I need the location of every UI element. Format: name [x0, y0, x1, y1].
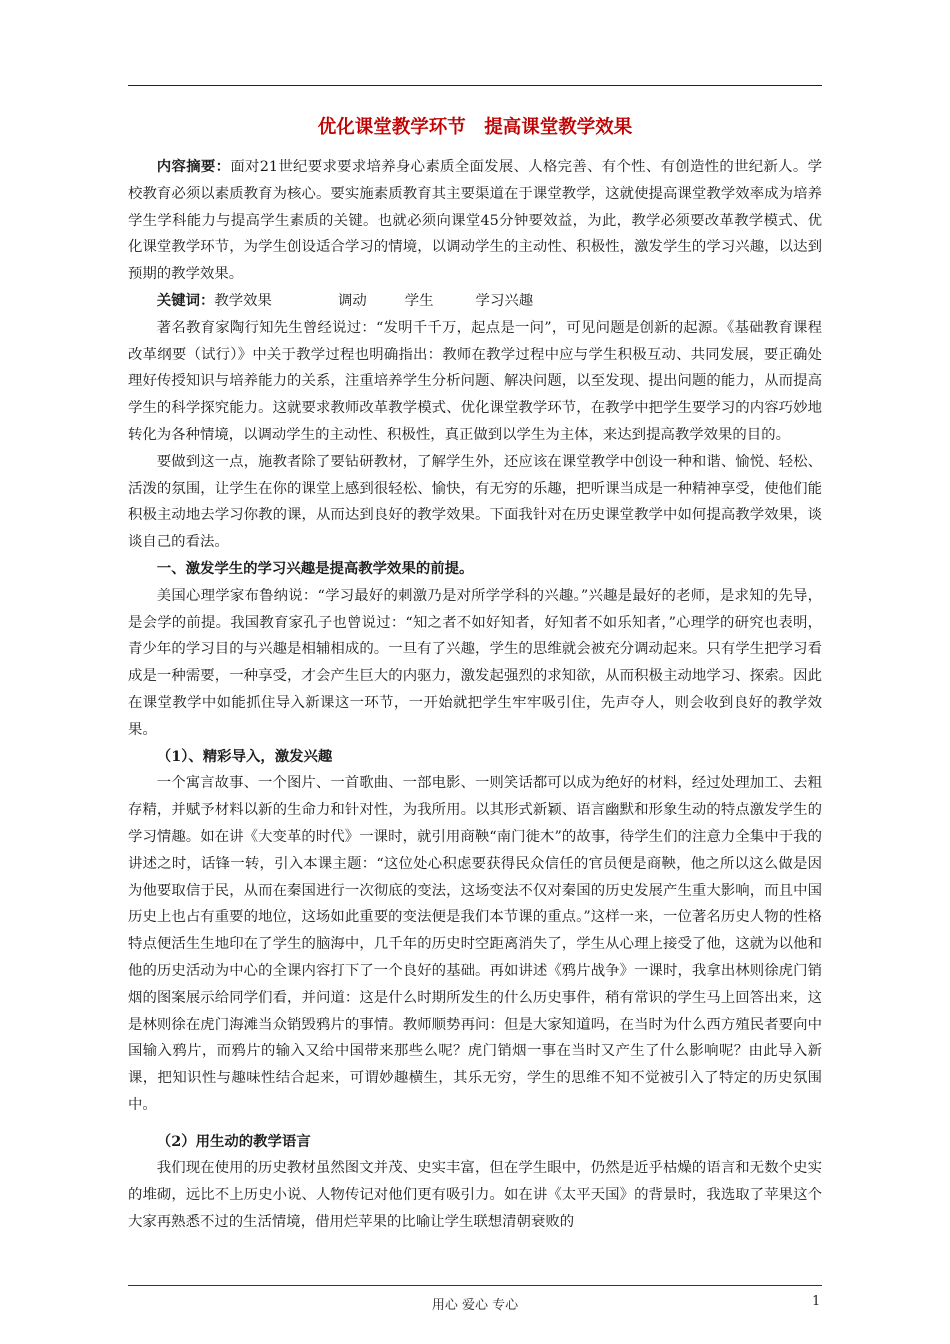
- subsection-2-paragraph: 我们现在使用的历史教材虽然图文并茂、史实丰富，但在学生眼中，仍然是近乎枯燥的语言和无数个史实的堆砌，远比不上历史小说、人物传记对他们更有吸引力。如在讲《太平天国》的背景时，我选取了苹果这个大家再熟悉不过的生活情境，借用烂苹果的比喻让学生联想清朝衰败的: [128, 1160, 822, 1231]
- abstract-text: 面对21世纪要求要求培养身心素质全面发展、人格完善、有个性、有创造性的世纪新人。学校教育必须以素质教育为核心。要实施素质教育其主要渠道在于课堂教学，这就使提高课堂教学效率成为培养学生学科能力与提高学生素质的关键。也就必须向课堂45分钟要效益，为此，教学必须要改革教学模式、优化课堂教学环节，为学生创设适合学习的情境，以调动学生的主动性、积极性，激发学生的学习兴趣，以达到预期的教学效果。: [128, 159, 822, 283]
- document-title: 优化课堂教学环节 提高课堂教学效果: [317, 117, 633, 138]
- section-1-heading: 一、激发学生的学习兴趣是提高教学效果的前提。: [156, 559, 474, 577]
- keyword: 学生: [404, 292, 434, 309]
- subsection-2-heading: （2）用生动的教学语言: [156, 1132, 311, 1150]
- header-rule: [128, 85, 822, 86]
- subsection-1-paragraph: 一个寓言故事、一个图片、一首歌曲、一部电影、一则笑话都可以成为绝好的材料，经过处理加工、去粗存精，并赋予材料以新的生命力和针对性，为我所用。以其形式新颖、语言幽默和形象生动的特点激发学生的学习情趣。如在讲《大变革的时代》一课时，就引用商鞅“南门徙木”的故事，待学生们的注意力全集中于我的讲述之时，话锋一转，引入本课主题：“这位处心积虑要获得民众信任的官员便是商鞅，他之所以这么做是因为他要取信于民，从而在秦国进行一次彻底的变法，这场变法不仅对秦国的历史发展产生重大影响，而且中国历史上也占有重要的地位，这场如此重要的变法便是我们本节课的重点。”这样一来，一位著名历史人物的性格特点便活生生地印在了学生的脑海中，几千年的历史时空距离消失了，学生从心理上接受了他，这就为以他和他的历史活动为中心的全课内容打下了一个良好的基础。再如讲述《鸦片战争》一课时，我拿出林则徐虎门销烟的图案展示给同学们看，并问道：这是什么时期所发生的什么历史事件，稍有常识的学生马上回答出来，这是林则徐在虎门海滩当众销毁鸦片的事情。教师顺势再问：但是大家知道吗，在当时为什么西方殖民者要向中国输入鸦片，而鸦片的输入又给中国带来那些么呢？虎门销烟一事在当时又产生了什么影响呢？由此导入新课，把知识性与趣味性结合起来，可谓妙趣横生，其乐无穷，学生的思维不知不觉被引入了特定的历史氛围中。: [128, 775, 822, 1113]
- intro-paragraph-1: 著名教育家陶行知先生曾经说过：“发明千千万，起点是一问”，可见问题是创新的起源。《基础教育课程改革纲要（试行）》中关于教学过程也明确指出：教师在教学过程中应与学生积极互动、共同发展，要正确处理好传授知识与培养能力的关系，注重培养学生分析问题、解决问题，以至发现、提出问题的能力，从而提高学生的科学探究能力。这就要求教师改革教学模式、优化课堂教学环节，在教学中把学生要学习的内容巧妙地转化为各种情境，以调动学生的主动性、积极性，真正做到以学生为主体，来达到提高教学效果的目的。: [128, 319, 822, 443]
- page-number: 1: [812, 1294, 821, 1309]
- subsection-1-heading: （1）、精彩导入，激发兴趣: [156, 747, 333, 765]
- abstract-paragraph: [128, 154, 822, 288]
- footer-rule: [128, 1285, 822, 1286]
- document-body: [128, 154, 822, 1236]
- keywords-label: 关键词：: [156, 291, 215, 309]
- keyword: 教学效果: [214, 292, 272, 309]
- intro-paragraph-2: 要做到这一点，施教者除了要钻研教材，了解学生外，还应该在课堂教学中创设一种和谐、愉悦、轻松、活泼的氛围，让学生在你的课堂上感到很轻松、愉快，有无穷的乐趣，把听课当成是一种精神享受，使他们能积极主动地去学习你教的课，从而达到良好的教学效果。下面我针对在历史课堂教学中如何提高教学效果，谈谈自己的看法。: [128, 453, 822, 551]
- footer-slogan: 用心 爱心 专心: [431, 1298, 519, 1313]
- section-1-paragraph: 美国心理学家布鲁纳说：“学习最好的刺激乃是对所学学科的兴趣。”兴趣是最好的老师，是求知的先导，是会学的前提。我国教育家孔子也曾说过：“知之者不如好知者，好知者不如乐知者，”心理学的研究也表明，青少年的学习目的与兴趣是相辅相成的。一旦有了兴趣，学生的思维就会被充分调动起来。只有学生把学习看成是一种需要，一种享受，才会产生巨大的内驱力，激发起强烈的求知欲，从而积极主动地学习、探索。因此在课堂教学中如能抓住导入新课这一环节，一开始就把学生牢牢吸引住，先声夺人，则会收到良好的教学效果。: [128, 587, 822, 738]
- abstract-label: 内容摘要：: [156, 158, 231, 175]
- keyword: 调动: [337, 292, 367, 309]
- keywords-paragraph: [128, 288, 822, 315]
- keyword: 学习兴趣: [475, 292, 534, 309]
